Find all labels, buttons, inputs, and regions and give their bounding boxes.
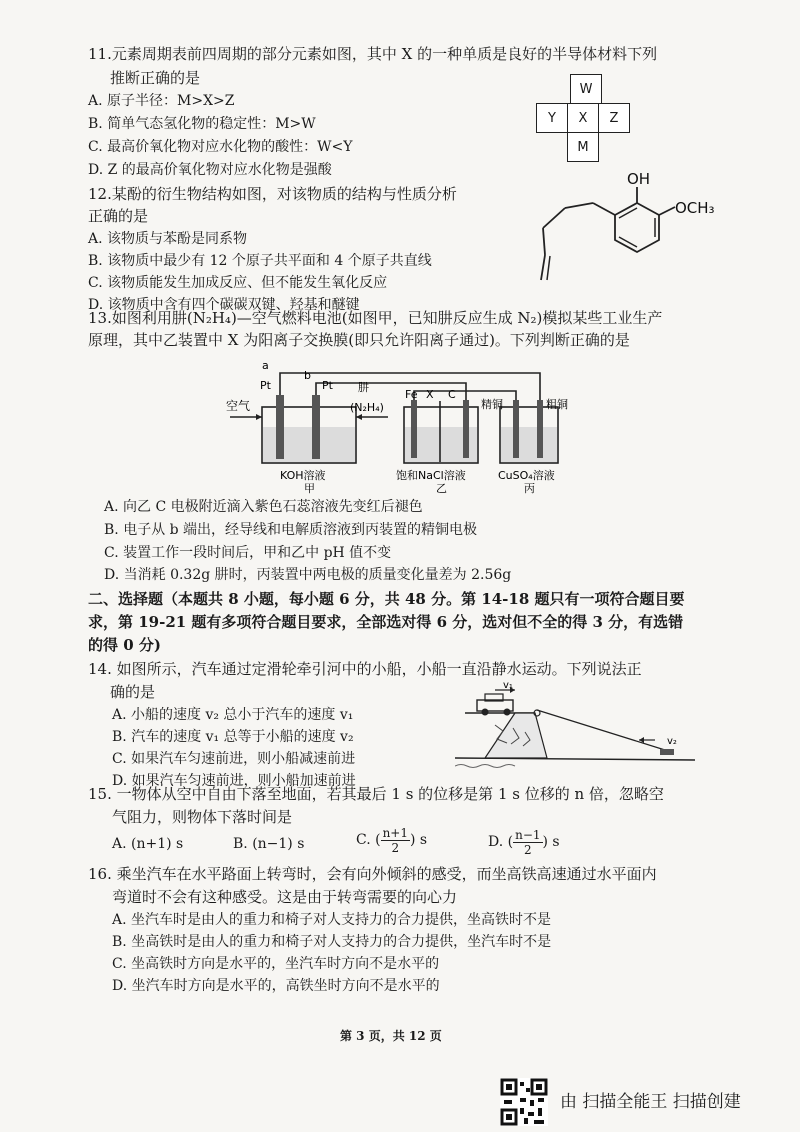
q16-option-d: D. 坐汽车时方向是水平的，高铁坐时方向不是水平的 (112, 978, 440, 994)
q12-stem-line2: 正确的是 (88, 207, 149, 225)
label-c: C (448, 388, 456, 401)
label-fine-copper: 精铜 (481, 398, 503, 411)
q15-stem-line2: 气阻力，则物体下落时间是 (112, 808, 293, 826)
v2-label: v₂ (667, 736, 677, 747)
q14-stem-line2: 确的是 (110, 683, 156, 701)
q13-stem-line1: 13.如图利用肼(N₂H₄)—空气燃料电池(如图甲，已知肼反应生成 N₂)模拟某些工业生产 (88, 309, 663, 327)
phenol-derivative-structure (515, 170, 725, 290)
oh-label: OH (627, 170, 651, 188)
q11-option-a: A. 原子半径：M>X>Z (88, 93, 235, 109)
q15-option-c-suffix: ) s (410, 832, 428, 848)
q11-stem-line2: 推断正确的是 (110, 69, 201, 87)
q14-option-b: B. 汽车的速度 v₁ 总等于小船的速度 v₂ (112, 729, 354, 745)
qr-code-icon (500, 1078, 548, 1126)
q14-option-c: C. 如果汽车匀速前进，则小船减速前进 (112, 751, 356, 767)
q12-option-c: C. 该物质能发生加成反应、但不能发生氧化反应 (88, 275, 388, 291)
cell-y: Y (536, 103, 568, 133)
label-bing: 丙 (524, 482, 535, 495)
q13-option-c: C. 装置工作一段时间后，甲和乙中 pH 值不变 (104, 545, 392, 561)
q12-option-d: D. 该物质中含有四个碳碳双键、羟基和醚键 (88, 297, 360, 313)
q15-option-d-denominator: 2 (523, 843, 532, 857)
q15-option-a: A. (n+1) s (112, 836, 184, 852)
label-pt-right: Pt (322, 379, 333, 392)
q14-option-d: D. 如果汽车匀速前进，则小船加速前进 (112, 773, 356, 789)
label-pt-left: Pt (260, 379, 271, 392)
label-koh: KOH溶液 (280, 469, 326, 482)
q12-stem-line1: 12.某酚的衍生物结构如图，对该物质的结构与性质分析 (88, 185, 457, 203)
q15-stem-line1: 15. 一物体从空中自由下落至地面，若其最后 1 s 的位移是第 1 s 位移的 n 倍，忽略空 (88, 785, 664, 803)
label-a: a (262, 359, 269, 372)
q16-option-a: A. 坐汽车时是由人的重力和椅子对人支持力的合力提供，坐高铁时不是 (112, 912, 552, 928)
q12-option-b: B. 该物质中最少有 12 个原子共平面和 4 个原子共直线 (88, 253, 432, 269)
cell-w: W (570, 74, 602, 104)
och3-label: OCH₃ (675, 199, 715, 217)
cell-m: M (567, 132, 599, 162)
label-hydrazine: 肼 (358, 381, 369, 394)
cell-x: X (567, 103, 599, 133)
q14-stem-line1: 14. 如图所示，汽车通过定滑轮牵引河中的小船，小船一直沿静水运动。下列说法正 (88, 660, 642, 678)
page-number: 第 3 页，共 12 页 (340, 1029, 442, 1043)
label-cuso4: CuSO₄溶液 (498, 469, 555, 482)
scanner-watermark: 由 扫描全能王 扫描创建 (560, 1092, 741, 1112)
q15-option-d-suffix: ) s (542, 834, 560, 850)
q15-option-c (356, 826, 427, 855)
q15-option-d (488, 828, 560, 857)
q11-option-b: B. 简单气态氢化物的稳定性：M>W (88, 116, 316, 132)
electrochemical-cell-diagram (218, 355, 598, 503)
label-yi: 乙 (436, 482, 447, 495)
label-nacl: 饱和NaCl溶液 (396, 469, 466, 482)
q11-option-d: D. Z 的最高价氧化物对应水化物是强酸 (88, 162, 332, 178)
q11-stem-line1: 11.元素周期表前四周期的部分元素如图，其中 X 的一种单质是良好的半导体材料下列 (88, 45, 658, 63)
q15-option-d-numerator: n−1 (515, 828, 541, 842)
section2-line3: 的得 0 分) (88, 636, 161, 654)
section2-line1: 二、选择题（本题共 8 小题，每小题 6 分，共 48 分。第 14-18 题只有一项符合题目要 (88, 590, 685, 608)
q13-option-b: B. 电子从 b 端出，经导线和电解质溶液到丙装置的精铜电极 (104, 522, 478, 538)
q16-option-b: B. 坐高铁时是由人的重力和椅子对人支持力的合力提供，坐汽车时不是 (112, 934, 552, 950)
label-air: 空气 (226, 399, 251, 413)
q15-option-c-denominator: 2 (391, 841, 400, 855)
q12-option-a: A. 该物质与苯酚是同系物 (88, 231, 248, 247)
label-fe: Fe (405, 388, 418, 401)
q16-option-c: C. 坐高铁时方向是水平的，坐汽车时方向不是水平的 (112, 956, 440, 972)
q16-stem-line1: 16. 乘坐汽车在水平路面上转弯时，会有向外倾斜的感受，而坐高铁高速通过水平面内 (88, 865, 657, 883)
label-hydrazine-formula: (N₂H₄) (350, 401, 384, 414)
label-crude-copper: 粗铜 (546, 398, 568, 411)
q13-stem-line2: 原理，其中乙装置中 X 为阳离子交换膜(即只允许阳离子通过)。下列判断正确的是 (88, 331, 630, 349)
q15-option-d-prefix: D. ( (488, 834, 514, 850)
q13-option-d: D. 当消耗 0.32g 肼时，丙装置中两电极的质量变化量差为 2.56g (104, 567, 512, 583)
v1-label: v₁ (503, 680, 513, 691)
q13-option-a: A. 向乙 C 电极附近滴入紫色石蕊溶液先变红后褪色 (104, 499, 423, 515)
q14-option-a: A. 小船的速度 v₂ 总小于汽车的速度 v₁ (112, 707, 354, 723)
q11-option-c: C. 最高价氧化物对应水化物的酸性：W<Y (88, 139, 353, 155)
section2-line2: 求，第 19-21 题有多项符合题目要求，全部选对得 6 分，选对但不全的得 3 分，有选错 (88, 613, 684, 631)
cell-z: Z (598, 103, 630, 133)
label-x: X (426, 388, 434, 401)
q15-option-c-numerator: n+1 (382, 826, 408, 840)
car-pulley-boat-diagram (455, 680, 700, 776)
label-b: b (304, 369, 311, 382)
q16-stem-line2: 弯道时不会有这种感受。这是由于转弯需要的向心力 (112, 888, 458, 906)
q15-option-b: B. (n−1) s (233, 836, 305, 852)
q15-option-c-prefix: C. ( (356, 832, 381, 848)
label-jia: 甲 (304, 482, 315, 495)
